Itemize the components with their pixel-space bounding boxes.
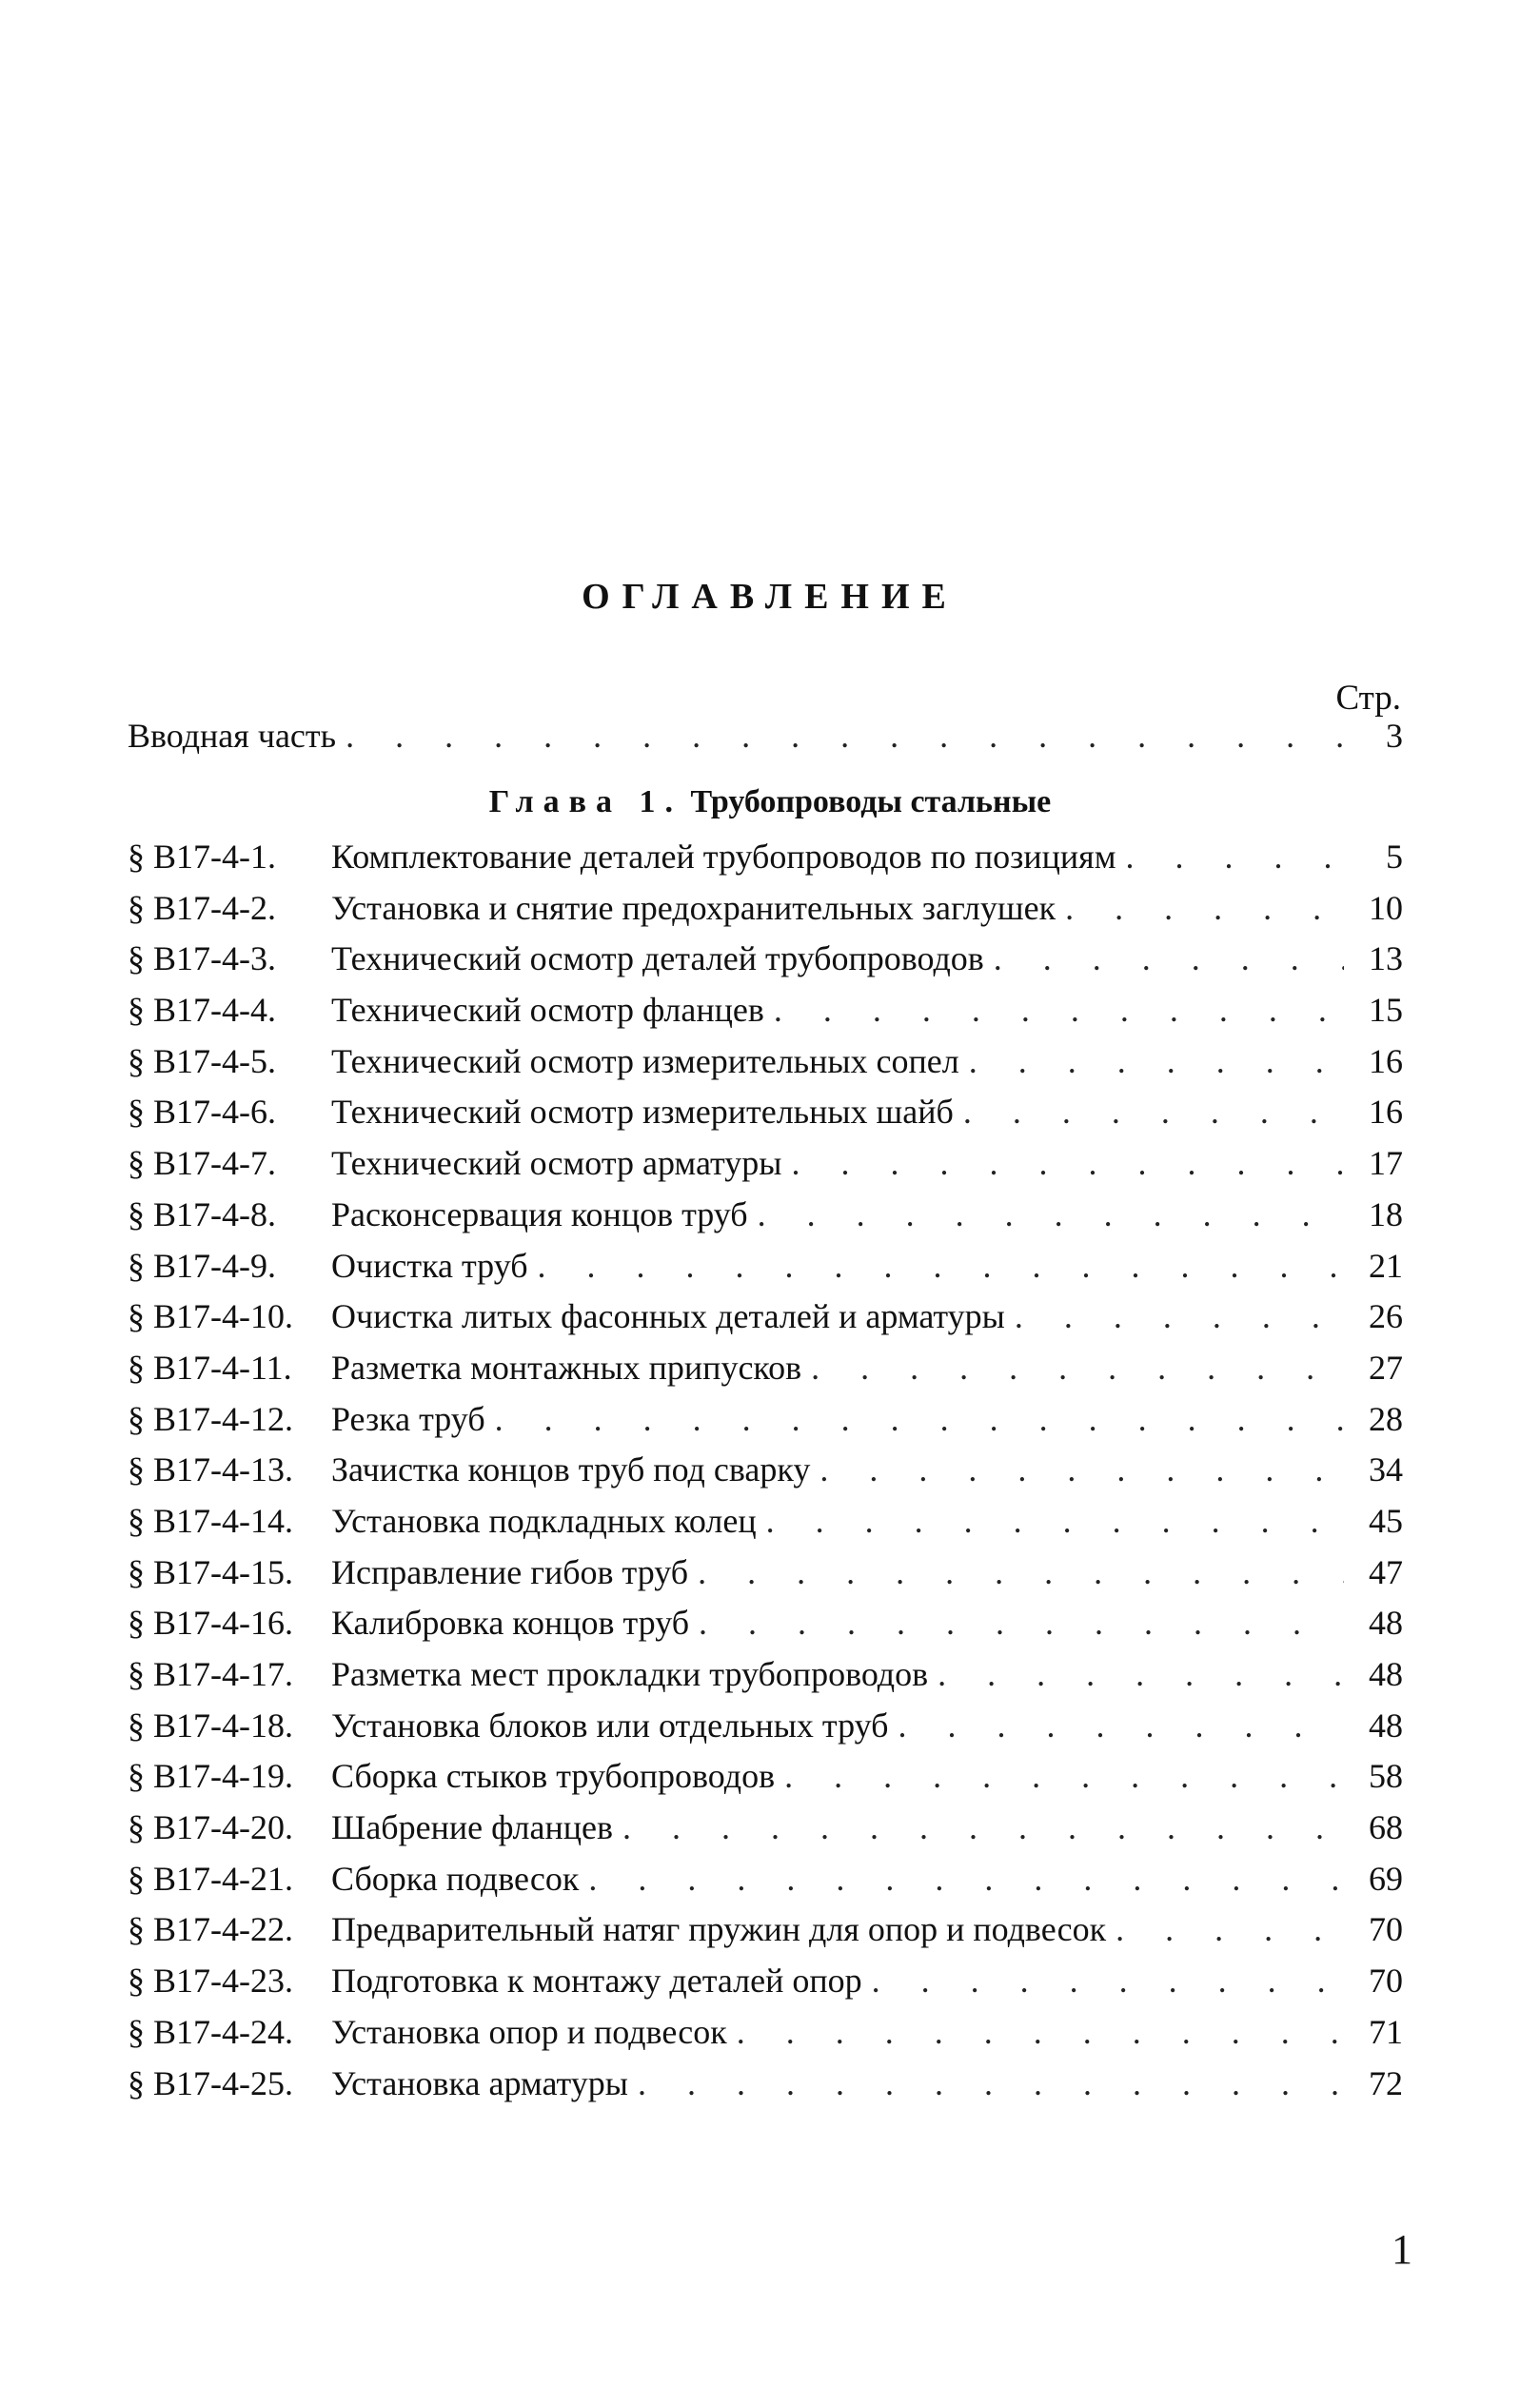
entry-title: Очистка литых фасонных деталей и арматуры (331, 1297, 1005, 1336)
toc-entry[interactable] (128, 1803, 1403, 1854)
dot-leader (781, 1138, 1344, 1190)
entry-code: § В17-4-15. (128, 1552, 293, 1591)
chapter-heading (0, 784, 1540, 820)
chapter-label: Глава 1. (488, 784, 682, 819)
entry-page: 58 (1369, 1757, 1403, 1796)
entry-title: Установка опор и подвесок (331, 2012, 727, 2051)
dot-leader (1056, 883, 1344, 935)
toc-entry[interactable] (128, 1548, 1403, 1599)
entry-code: § В17-4-2. (128, 888, 276, 927)
entry-page: 27 (1369, 1348, 1403, 1387)
entry-title: Разметка монтажных припусков (331, 1348, 802, 1387)
dot-leader (748, 1190, 1344, 1241)
entry-page: 21 (1369, 1246, 1403, 1285)
entry-page: 48 (1369, 1655, 1403, 1693)
entry-code: § В17-4-13. (128, 1450, 293, 1489)
entry-title: Расконсервация концов труб (331, 1194, 748, 1233)
entry-page: 48 (1369, 1604, 1403, 1643)
toc-entry[interactable] (128, 1343, 1403, 1394)
dot-leader (689, 1598, 1344, 1649)
entry-code: § В17-4-4. (128, 991, 276, 1030)
entry-code: § В17-4-12. (128, 1399, 293, 1438)
chapter-title: Трубопроводы стальные (690, 784, 1052, 819)
entry-code: § В17-4-23. (128, 1962, 293, 2001)
entry-page: 17 (1369, 1144, 1403, 1183)
entry-code: § В17-4-19. (128, 1757, 293, 1796)
entry-page: 34 (1369, 1450, 1403, 1489)
entry-page: 72 (1369, 2063, 1403, 2102)
entry-code: § В17-4-1. (128, 838, 276, 876)
entry-title: Сборка подвесок (331, 1859, 580, 1898)
toc-list (128, 832, 1403, 2109)
page-title: ОГЛАВЛЕНИЕ (582, 577, 958, 617)
toc-entry[interactable] (128, 1292, 1403, 1343)
toc-entry[interactable] (128, 2007, 1403, 2059)
entry-code: § В17-4-24. (128, 2012, 293, 2051)
entry-title: Резка труб (331, 1399, 485, 1438)
dot-leader (810, 1445, 1344, 1496)
entry-title: Установка и снятие предохранительных заглушек (331, 888, 1056, 927)
toc-entry[interactable] (128, 1241, 1403, 1292)
entry-title: Зачистка концов труб под сварку (331, 1450, 811, 1489)
entry-page: 71 (1369, 2012, 1403, 2051)
dot-leader (727, 2007, 1344, 2059)
entry-page: 45 (1369, 1501, 1403, 1540)
entry-code: § В17-4-7. (128, 1144, 276, 1183)
toc-entry[interactable] (128, 1394, 1403, 1446)
toc-entry[interactable] (128, 2059, 1403, 2110)
entry-title: Очистка труб (331, 1246, 528, 1285)
toc-entry[interactable] (128, 832, 1403, 883)
entry-code: § В17-4-21. (128, 1859, 293, 1898)
toc-entry[interactable] (128, 1190, 1403, 1241)
dot-leader (1005, 1292, 1344, 1343)
entry-title: Установка подкладных колец (331, 1501, 757, 1540)
dot-leader (862, 1956, 1344, 2007)
entry-title: Разметка мест прокладки трубопроводов (331, 1655, 929, 1693)
dot-leader (801, 1343, 1344, 1394)
dot-leader (764, 985, 1344, 1036)
entry-title: Исправление гибов труб (331, 1552, 689, 1591)
entry-code: § В17-4-9. (128, 1246, 276, 1285)
dot-leader (775, 1751, 1344, 1803)
dot-leader (336, 716, 1344, 756)
toc-entry[interactable] (128, 1598, 1403, 1649)
page-column-label: Стр. (1335, 679, 1401, 718)
toc-entry[interactable] (128, 1138, 1403, 1190)
entry-page: 70 (1369, 1910, 1403, 1949)
dot-leader (485, 1394, 1344, 1446)
dot-leader (984, 934, 1344, 985)
entry-page: 18 (1369, 1194, 1403, 1233)
dot-leader (1106, 1904, 1344, 1956)
dot-leader (628, 2059, 1344, 2110)
toc-entry[interactable] (128, 1445, 1403, 1496)
entry-title: Установка арматуры (331, 2063, 628, 2102)
entry-title: Технический осмотр деталей трубопроводов (331, 939, 984, 978)
entry-title: Комплектование деталей трубопроводов по позициям (331, 838, 1116, 876)
toc-entry-intro[interactable] (128, 716, 1403, 759)
entry-title: Вводная часть (128, 717, 337, 755)
entry-title: Сборка стыков трубопроводов (331, 1757, 776, 1796)
dot-leader (613, 1803, 1344, 1854)
entry-title: Технический осмотр арматуры (331, 1144, 782, 1183)
entry-title: Технический осмотр фланцев (331, 991, 764, 1030)
entry-page: 70 (1369, 1962, 1403, 2001)
toc-entry[interactable] (128, 1496, 1403, 1548)
entry-code: § В17-4-22. (128, 1910, 293, 1949)
entry-code: § В17-4-20. (128, 1808, 293, 1847)
toc-entry[interactable] (128, 985, 1403, 1036)
dot-leader (579, 1854, 1344, 1905)
toc-entry[interactable] (128, 1956, 1403, 2007)
entry-page: 10 (1369, 888, 1403, 927)
entry-code: § В17-4-11. (128, 1348, 292, 1387)
entry-code: § В17-4-17. (128, 1655, 293, 1693)
entry-page: 15 (1369, 991, 1403, 1030)
entry-page: 48 (1369, 1706, 1403, 1745)
dot-leader (959, 1036, 1344, 1088)
entry-code: § В17-4-18. (128, 1706, 293, 1745)
toc-entry[interactable] (128, 1854, 1403, 1905)
toc-entry[interactable] (128, 1751, 1403, 1803)
entry-title: Предварительный натяг пружин для опор и подвесок (331, 1910, 1107, 1949)
page-number: 1 (1392, 2226, 1412, 2273)
entry-page: 3 (1386, 717, 1403, 755)
dot-leader (688, 1548, 1344, 1599)
toc-entry[interactable] (128, 1904, 1403, 1956)
entry-code: § В17-4-3. (128, 939, 276, 978)
entry-title: Технический осмотр измерительных шайб (331, 1093, 954, 1132)
entry-page: 5 (1386, 838, 1403, 876)
entry-page: 47 (1369, 1552, 1403, 1591)
dot-leader (928, 1649, 1344, 1701)
entry-code: § В17-4-5. (128, 1041, 276, 1080)
toc-entry[interactable] (128, 1036, 1403, 1088)
entry-page: 16 (1369, 1041, 1403, 1080)
entry-page: 16 (1369, 1093, 1403, 1132)
dot-leader (954, 1087, 1344, 1138)
entry-page: 68 (1369, 1808, 1403, 1847)
toc-entry[interactable] (128, 1087, 1403, 1138)
entry-title: Калибровка концов труб (331, 1604, 690, 1643)
entry-code: § В17-4-8. (128, 1194, 276, 1233)
entry-page: 26 (1369, 1297, 1403, 1336)
toc-entry[interactable] (128, 1701, 1403, 1752)
entry-title: Подготовка к монтажу деталей опор (331, 1962, 862, 2001)
toc-entry[interactable] (128, 1649, 1403, 1701)
entry-code: § В17-4-6. (128, 1093, 276, 1132)
entry-code: § В17-4-16. (128, 1604, 293, 1643)
toc-entry[interactable] (128, 883, 1403, 935)
entry-code: § В17-4-14. (128, 1501, 293, 1540)
dot-leader (1116, 832, 1344, 883)
entry-page: 13 (1369, 939, 1403, 978)
dot-leader (528, 1241, 1344, 1292)
toc-entry[interactable] (128, 934, 1403, 985)
dot-leader (888, 1701, 1344, 1752)
dot-leader (757, 1496, 1344, 1548)
entry-code: § В17-4-25. (128, 2063, 293, 2102)
entry-title: Технический осмотр измерительных сопел (331, 1041, 959, 1080)
entry-title: Установка блоков или отдельных труб (331, 1706, 889, 1745)
entry-code: § В17-4-10. (128, 1297, 293, 1336)
entry-title: Шабрение фланцев (331, 1808, 613, 1847)
entry-page: 69 (1369, 1859, 1403, 1898)
entry-page: 28 (1369, 1399, 1403, 1438)
